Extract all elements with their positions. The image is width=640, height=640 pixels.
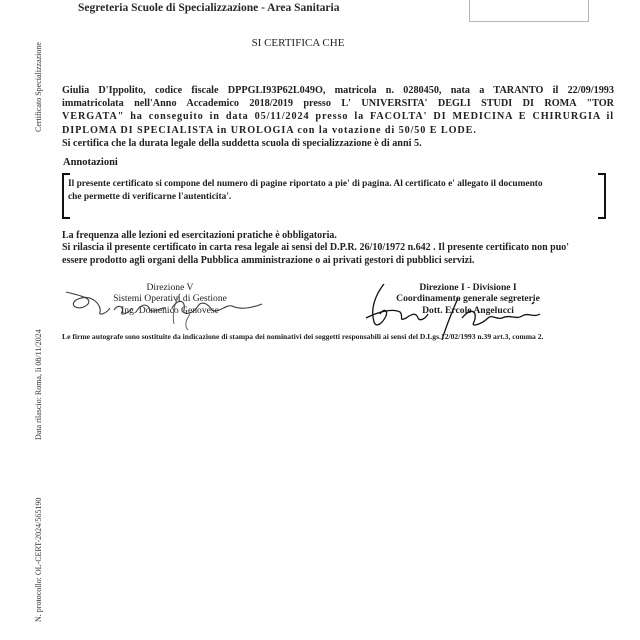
signer-right-name: Dott. Ercole Angelucci bbox=[422, 304, 514, 316]
note-line-3: essere prodotto agli organi della Pubblica amministrazione o ai privati gestori di pubblici servizi. bbox=[62, 254, 475, 266]
signature-block-right bbox=[348, 282, 588, 316]
body-line-3: VERGATA" ha conseguito in data 05/11/2024 presso la FACOLTA' DI MEDICINA E CHIRURGIA il bbox=[62, 111, 614, 123]
office-title: Segreteria Scuole di Specializzazione - Area Sanitaria bbox=[78, 2, 340, 14]
signer-right-office: Coordinamento generale segreterie bbox=[396, 293, 540, 305]
annotation-line-2: che permette di verificarne l'autenticita'. bbox=[68, 192, 232, 202]
signer-left-office: Sistemi Operativi di Gestione bbox=[113, 293, 227, 305]
note-line-2: Si rilascia il presente certificato in carta resa legale ai sensi del D.P.R. 26/10/1972 n.642 . Il presente certificato non puo' bbox=[62, 242, 570, 254]
certificate-body bbox=[62, 84, 614, 150]
side-label-certificate-type: Certificato Specializzazione bbox=[34, 42, 43, 132]
body-line-5: Si certifica che la durata legale della suddetta scuola di specializzazione è di anni 5. bbox=[62, 137, 422, 149]
annotation-line-1: Il presente certificato si compone del numero di pagine riportato a pie' di pagina. Al certificato e' allegato il documento bbox=[68, 179, 543, 189]
annotations-title: Annotazioni bbox=[63, 157, 118, 168]
annotations-box bbox=[62, 173, 606, 219]
stamp-box bbox=[469, 0, 589, 22]
side-label-protocol-number: N. protocollo: OL-CERT-2024/565190 bbox=[34, 497, 43, 622]
signer-right-department: Direzione I - Divisione I bbox=[419, 282, 517, 293]
body-line-1: Giulia D'Ippolito, codice fiscale DPPGLI93P62L049O, matricola n. 0280450, nata a TARANTO il 22/09/1993 bbox=[62, 85, 614, 96]
signer-left-name: Ing. Domenico Genovese bbox=[121, 304, 219, 316]
bracket-right bbox=[598, 173, 606, 219]
annotations-text bbox=[68, 178, 598, 204]
note-line-1: La frequenza alle lezioni ed esercitazioni pratiche è obbligatoria. bbox=[62, 230, 337, 241]
signature-footnote: Le firme autografe sono sostituite da indicazione di stampa dei nominativi dei soggetti responsabili ai sensi del D.Lgs.12/02/1993 n.39 art.3, comma 2. bbox=[62, 332, 544, 341]
legal-notes bbox=[62, 230, 614, 267]
signature-block-left bbox=[60, 282, 280, 316]
body-line-4: DIPLOMA DI SPECIALISTA in UROLOGIA con la votazione di 50/50 E LODE. bbox=[62, 124, 477, 136]
certificate-heading: SI CERTIFICA CHE bbox=[251, 37, 345, 49]
side-label-issue-date: Data rilascio: Roma, li 08/11/2024 bbox=[34, 329, 43, 440]
signer-left-department: Direzione V bbox=[146, 282, 194, 293]
body-line-2: immatricolata nell'Anno Accademico 2018/2019 presso L' UNIVERSITA' DEGLI STUDI DI ROMA "TOR bbox=[62, 98, 614, 110]
